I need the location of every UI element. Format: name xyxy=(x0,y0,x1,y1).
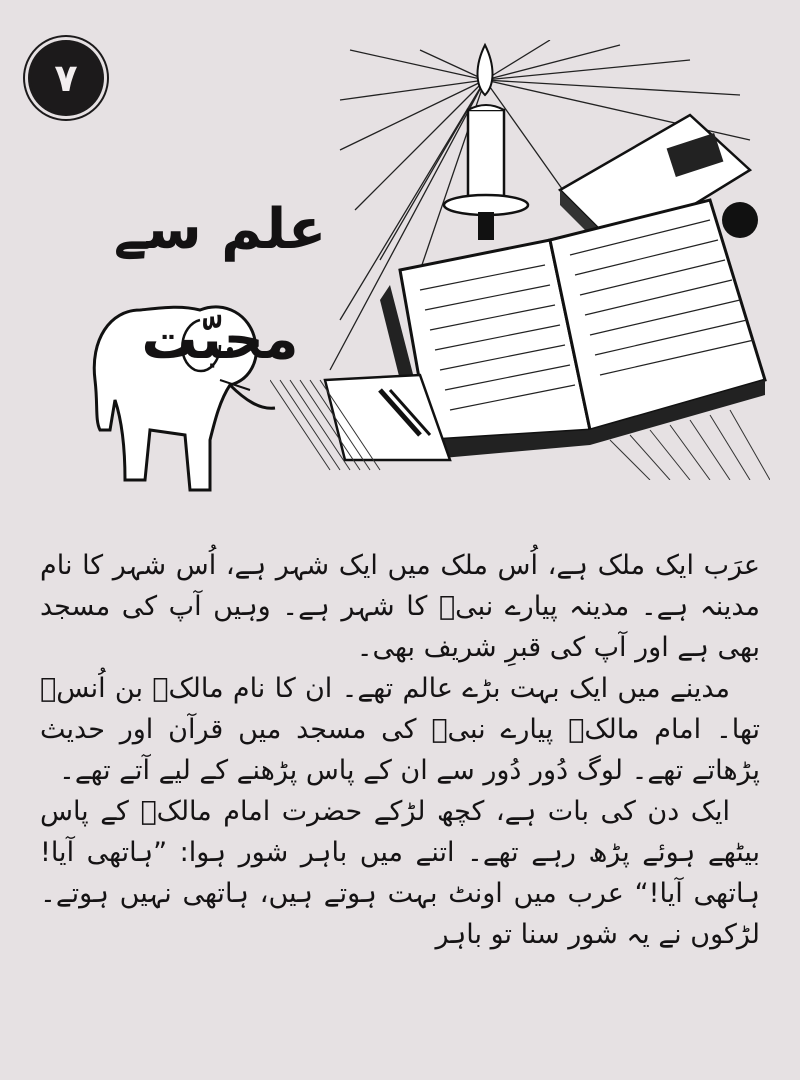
page-number-badge xyxy=(28,40,104,116)
page-title: علم سے محبّت xyxy=(113,197,327,372)
paragraph: عرَب ایک ملک ہے، اُس ملک میں ایک شہر ہے، اُس شہر کا نام مدینہ ہے۔ مدینہ پیارے نبیؐ کا شہر ہے۔ وہیں آپ کی مسجد بھی ہے اور آپ کی قبرِ شریف بھی۔ xyxy=(40,550,760,663)
paragraph: ایک دن کی بات ہے، کچھ لڑکے حضرت امام مالکؒ کے پاس بیٹھے ہوئے پڑھ رہے تھے۔ اتنے میں باہر شور ہوا: ”ہاتھی آیا! ہاتھی آیا!“ عرب میں اونٹ بہت ہوتے ہیں، ہاتھی نہیں ہوتے۔ لڑکوں نے یہ شور سنا تو باہر xyxy=(40,796,760,950)
paragraph: مدینے میں ایک بہت بڑے عالم تھے۔ ان کا نام مالکؒ بن اُنسؒ تھا۔ امام مالکؒ پیارے نبیؐ کی مسجد میں قرآن اور حدیث پڑھاتے تھے۔ لوگ دُور دُور سے ان کے پاس پڑھنے کے لیے آتے تھے۔ xyxy=(40,673,760,786)
open-book-icon xyxy=(380,200,765,460)
story-text xyxy=(40,545,760,955)
page-number: ۷ xyxy=(54,56,78,100)
